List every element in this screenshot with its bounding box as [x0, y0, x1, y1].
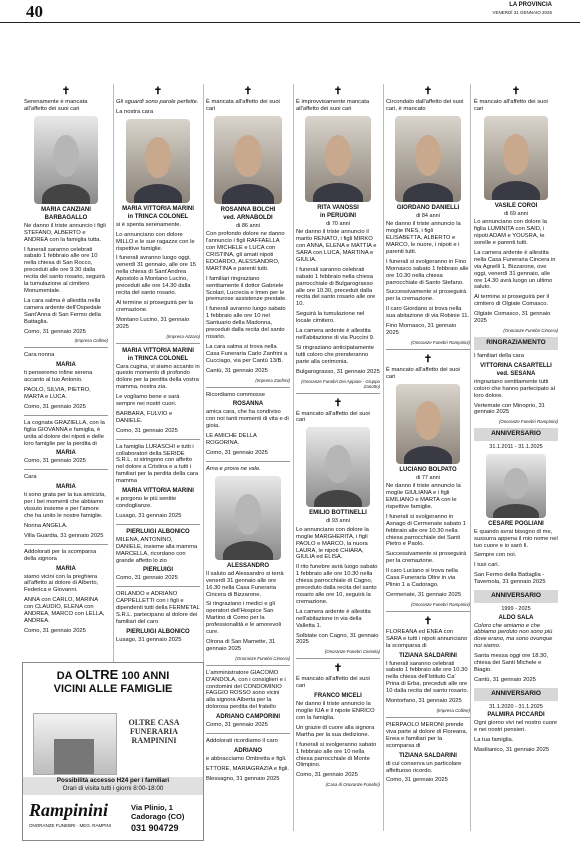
- cross-icon: ✝: [423, 86, 433, 97]
- cross-icon: ✝: [61, 86, 71, 97]
- deceased-name: ROSANNA: [232, 401, 264, 408]
- deceased-name: TIZIANA SALDARINI: [399, 652, 457, 659]
- funeral-home: (Onoranze Funebri Cincera): [503, 328, 558, 333]
- funeral-home: (Impresa Azzaro): [166, 333, 200, 339]
- obit-date: Blessagno, 31 gennaio 2025: [206, 775, 280, 782]
- column-2: [116, 84, 200, 647]
- page-number: 40: [26, 2, 43, 21]
- obit-text: Cara cugina, vi siamo accanto in questo momento di profondo dolore per la perdita della vostra mamma, nostra zia.: [116, 363, 200, 391]
- funeral-home: (Onoranze Funebri Cinisela): [324, 649, 380, 655]
- obit-text: Addolorati ricordiamo il caro: [206, 738, 278, 745]
- deceased-photo: [486, 454, 546, 518]
- column-5: [386, 84, 470, 787]
- deceased-name: ADRIANO: [234, 748, 262, 754]
- deceased-age: di 93 anni: [326, 518, 350, 525]
- obit-text: I funerali si svolgeranno in Fino Mornasco sabato 1 febbraio alle ore 10.30 nella chiesa parrocchiale di Santo Stefano.: [386, 258, 469, 286]
- deceased-name: VASILE COROI: [494, 202, 538, 209]
- ad-headline: DA OLTRE 100 ANNI: [56, 667, 170, 682]
- obit-text: Il saluto ad Alessandro si terrà venerdì 31 gennaio alle ore 16.30 nella Casa Funeraria Cincera di Bizzarone.: [206, 570, 284, 598]
- deceased-photo: [395, 116, 461, 202]
- obit-text: Ne danno il triste annuncio il marito RENATO, i figli MIRKO con ANNA, ELENA e MATTIA e SARA con LUCA, MARTINA e GIULIA.: [296, 229, 377, 263]
- obit-text: Il caro Giordano si trova nella sua abitazione di via Robinie 11.: [386, 306, 470, 320]
- obit-text: ANNA con CARLO, MARINA con CLAUDIO, ELENA con ANDREA, MARCO con LELLA, ANDREA.: [24, 597, 105, 624]
- deceased-surname: BARBAGALLO: [44, 214, 88, 221]
- obit-text: PAOLO, SILVIA, PIETRO, MARTA e LUCA.: [24, 387, 91, 401]
- deceased-name: PIERLUIGI: [142, 567, 173, 574]
- obit-text: La cognata GRAZIELLA, con la figlia GIOVANNA e famiglia, è unita al dolore dei nipoti e delle loro famiglie per la perdita di: [24, 419, 105, 447]
- obit-date: San Fermo della Battaglia - Tavernola, 31 gennaio 2025: [474, 572, 546, 586]
- obit-text: Ne danno il triste annuncio la moglie GIULIANA e i figli EMILIANO e MARTA con le rispettive famiglie.: [386, 483, 461, 510]
- oltre-logo: OLTRE CASA FUNERARIA RAMPININI: [128, 718, 180, 745]
- obit-quote: Ama e prova ne vale.: [206, 465, 261, 472]
- obit-text: La cara salma si trova nella Casa Funeraria Carlo Zanfrini a Cucciago, via per Cantù 13/B.: [206, 343, 288, 364]
- obit-date: Cermenate, 31 gennaio 2025: [386, 591, 462, 598]
- obit-quote: Gli sguardi sono parole perfette.: [116, 99, 199, 105]
- column-3: [206, 84, 290, 786]
- rampinini-logo: Rampinini: [29, 800, 109, 820]
- deceased-age: di 86 anni: [236, 222, 260, 229]
- deceased-name: MARIA: [56, 362, 76, 369]
- ad-address: Via Plinio, 1 Cadorago (CO): [131, 803, 185, 821]
- obit-date: Como, 31 gennaio 2025: [206, 722, 268, 729]
- obit-date: Olgiate Comasco, 31 gennaio 2025: [474, 311, 551, 325]
- obit-text: I familiari ringraziano sentitamente il dottor Gabriele Scolari, Lucrecia e Imen per le premurose assistenze prestate.: [206, 275, 287, 303]
- column-rule: [293, 84, 294, 831]
- obit-text: Un grazie di cuore alla signora Martha per la sua dedizione.: [296, 724, 375, 738]
- deceased-age: di 77 anni: [416, 474, 440, 481]
- obit-intro: Circondato dall'affetto dei suoi cari, è mancato: [386, 99, 464, 112]
- obit-text: BARBARA, FULVIO e DANIELE.: [116, 410, 173, 424]
- obit-intro: È improvvisamente mancata all'affetto dei suoi cari: [296, 99, 370, 112]
- deceased-name: CESARE POGLIANI: [488, 520, 544, 527]
- obit-date: Como, 31 gennaio 2025: [116, 575, 178, 582]
- obit-text: La camera ardente è allestita nella Casa Funeraria Cincera in via Agnelli 1, Bizzarone, ove oggi, venerdì 31 gennaio, alle ore 14.30 avrà luogo un ultimo saluto.: [474, 249, 556, 291]
- deceased-name: MARIA: [56, 565, 76, 572]
- obit-text: I familiari della cara: [474, 352, 524, 359]
- obit-text: ETTORE, MARIAGRAZIA e figli.: [206, 765, 289, 772]
- ad-phone: 031 904729: [131, 823, 179, 833]
- deceased-photo: [306, 427, 370, 507]
- deceased-photo: [396, 384, 460, 464]
- deceased-name: RITA VANOSSI: [317, 204, 359, 211]
- obit-date: Bulgarograsso, 31 gennaio 2025: [296, 368, 380, 375]
- obit-text: PIERPAOLO MERONI prende viva parte al dolore di Floreana, Enea e familiari per la scomparsa di: [386, 721, 468, 749]
- funeral-home: (Onoranze Funebri Dei Appiani - Gruppo Zanotto): [301, 378, 380, 389]
- obit-text: Lo annunciano con dolore la moglie MARGHERITA, i figli PAOLO e MARCO, la nuora LAURA, le nipoti CHIARA, GIULIA ed ELISA.: [296, 526, 369, 561]
- obit-text: I funerali avranno luogo oggi, venerdì 31 gennaio, alle ore 15 nella chiesa di Sant'Andrea Apostolo a Montano Lucino, preceduti alle ore 14.30 dalla recita del santo rosario.: [116, 255, 196, 296]
- deceased-name: MARIA VITTORIA MARINI: [122, 488, 194, 495]
- deceased-photo: [214, 116, 282, 204]
- obit-text: Lo annunciano con dolore la figlia LUMINITA con SAID, i nipoti ADAM e YOUSRA, le sorelle e parenti tutti.: [474, 219, 547, 247]
- obit-text: Ne danno il triste annuncio la moglie IUA e il nipote ENRICO con la famiglia.: [296, 701, 375, 721]
- obit-text: ORLANDO e ADRIANO CAPPELLETTI con i figli e dipendenti tutti della FERMETAL S.R.L. partecipano al dolore dei familiari del caro: [116, 591, 200, 625]
- funeral-home: (Onoranze Funebri Rampinini): [410, 339, 470, 345]
- obit-text: Santa messa oggi ore 18.30, chiesa dei Santi Michele e Biagio.: [474, 653, 549, 673]
- funeral-home: (Onoranze Funebri Cincera): [235, 655, 290, 661]
- obit-text: La camera ardente è allestita nell'abitazione di via Puccini 9.: [296, 328, 375, 341]
- deceased-married-name: ved. SESANA: [496, 370, 536, 377]
- obit-date: Villa Guardia, 31 gennaio 2025: [24, 532, 104, 539]
- cross-icon: ✝: [153, 86, 163, 97]
- newspaper-name: LA PROVINCIA: [509, 2, 552, 8]
- section-heading: RINGRAZIAMENTO: [474, 337, 558, 350]
- obit-text: I funerali saranno celebrati sabato 1 febbraio alle ore 10.30 nella chiesa dell'Istituto Ca' Prina di Erba, preceduti alle ore 10 dalla recita del santo rosario.: [386, 660, 469, 695]
- cross-icon: ✝: [333, 663, 343, 675]
- deceased-name: MARIA: [56, 484, 76, 491]
- obit-text: Addolorati per la scomparsa della signora: [24, 548, 97, 562]
- obit-date: Como, 31 gennaio 2025: [24, 458, 86, 465]
- deceased-married-name: in TRINCA COLONEL: [127, 213, 189, 220]
- ad-tagline: ONORANZE FUNEBRI · MEG. RAMPINI: [29, 823, 112, 828]
- deceased-name: MARIA CANZIANI: [41, 206, 91, 213]
- deceased-age: di 84 anni: [416, 212, 440, 219]
- obit-text: I funerali avranno luogo sabato 1 febbraio alle ore 10 nel Santuario della Madonna, preceduti dalla recita del santo rosario.: [206, 306, 286, 340]
- obit-text: Ne danno il triste annuncio la moglie INES, i figli ELISABETTA, ALBERTO e MARCO, le nuore, i nipoti e i parenti tutti.: [386, 221, 461, 255]
- obit-text: La camera ardente è allestita nell'abitazione in via della Valletta 1.: [296, 608, 371, 629]
- obit-text: La tua famiglia.: [474, 736, 514, 743]
- column-1: [24, 84, 108, 638]
- obit-text: e abbracciamo Ombretta e figli.: [206, 756, 287, 762]
- obit-text: Al termine si proseguirà per il cimitero di Olgiate Comasco.: [474, 294, 550, 308]
- obit-text: siamo vicini con la preghiera all'affetto ai dolore di Alberto, Federica e Giovanni.: [24, 573, 99, 594]
- anniversary-dates: 31.1.2020 - 31.1.2025: [489, 703, 543, 710]
- deceased-married-name: in PERUGINI: [319, 212, 356, 219]
- deceased-name: FRANCO MICELI: [314, 693, 362, 700]
- obit-text: Ogni giorno vivi nel nostro cuore e nei nostri pensieri.: [474, 720, 558, 734]
- ad-subheadline: VICINI ALLE FAMIGLIE: [53, 683, 173, 695]
- obit-text: MILENA, ANTONINO, DANIELE, insieme alla mamma MARCELLA, ricordano con grande affetto lo zio: [116, 536, 198, 564]
- section-heading: ANNIVERSARIO: [474, 428, 558, 441]
- deceased-photo: [215, 476, 281, 560]
- obit-text: Ricordiamo commosse: [206, 391, 265, 398]
- obit-text: I funerali saranno celebrati sabato 1 febbraio nella chiesa parrocchiale di Bulgarograsso alle ore 10.30, preceduti dalla recita del santo rosario alle ore 10.: [296, 266, 376, 308]
- obit-intro: È mancato all'affetto dei suoi cari: [296, 676, 370, 690]
- obit-text: L'amministratore GIACOMO D'ANDOLA, con i consiglieri e i condomini del CONDOMINIO FAGGIO ROSSO sono vicini alla signora Alberta per la dolorosa perdita del fratello: [206, 669, 286, 711]
- deceased-name: EMILIO BOTTINELLI: [309, 510, 367, 517]
- obit-text: I tuoi cari.: [474, 562, 500, 569]
- obit-text: ti sono grata per la tua amicizia, per i bei momenti che abbiamo vissuto insieme e per l'amore che ha unito le nostre famiglie.: [24, 492, 106, 519]
- obit-text: Il rito funebre avrà luogo sabato 1 febbraio alle ore 10.30 nella chiesa parrocchiale di Cagno, preceduto dalla recita del santo rosario alle ore 10, seguirà la cremazione.: [296, 564, 378, 605]
- cross-icon: ✝: [333, 397, 343, 409]
- deceased-age: di 69 anni: [504, 210, 528, 217]
- deceased-name: ADRIANO CAMPORINI: [216, 714, 280, 721]
- deceased-age: di 70 anni: [326, 220, 350, 227]
- column-4: [296, 84, 380, 790]
- obit-date: Lusago, 31 gennaio 2025: [116, 512, 182, 519]
- funeral-home: (Onoranze Funebri Rampinini): [498, 419, 558, 425]
- obit-date: Como, 31 gennaio 2025: [296, 772, 358, 779]
- deceased-married-name: ved. ARNABOLDI: [223, 214, 273, 221]
- obit-text: La cara salma è allestita nella camera ardente dell'Ospedale Sant'Anna di San Fermo della Battaglia.: [24, 297, 102, 325]
- deceased-name: MARIA: [56, 450, 76, 457]
- deceased-name: ALDO SALA: [498, 614, 534, 621]
- obit-text: La famiglia LURASCHI e tutti i collaboratori della SERIDE S.R.L. si stringono con affetto nel dolore a Cristina e a tutti i familiari per la perdita della cara mamma: [116, 443, 199, 485]
- obit-text: Seguirà la tumulazione nel locale cimitero.: [296, 311, 365, 325]
- obit-date: Masliianico, 31 gennaio 2025: [474, 746, 550, 753]
- funeral-home: (Impresa Colline): [74, 338, 108, 344]
- obit-text: Con profondo dolore ne danno l'annuncio i figli RAFFAELLA con MICHELE e LUCA con CRISTINA, gli amati nipoti EDOARDO, ALESSANDRO, MARTINA e parenti tutti.: [206, 231, 285, 272]
- deceased-name: LUCIANO BOLPATO: [399, 466, 457, 473]
- funeral-home: (Impresa Colline): [436, 707, 470, 713]
- obit-intro: È mancato all'affetto dei suoi cari: [474, 99, 548, 112]
- deceased-name: MARIA VITTORIA MARINI: [122, 205, 194, 212]
- obit-text: Al termine si proseguirà per la cremazione.: [116, 299, 194, 313]
- obit-text: Cara nonna: [24, 352, 55, 359]
- deceased-name: PIERLUIGI ALBONICO: [126, 628, 190, 635]
- obit-intro: Serenamente è mancata all'affetto dei suoi cari: [24, 99, 88, 112]
- obit-text: Successivamente si proseguirà per la cremazione.: [386, 289, 467, 303]
- deceased-name: PALMIRA PICCARDI: [487, 712, 545, 719]
- obit-text: I funerali si svolgeranno sabato 1 febbraio alle ore 10 nella chiesa parrocchiale di Monte Olimpino.: [296, 741, 377, 769]
- obit-date: Como, 31 gennaio 2025: [386, 777, 448, 784]
- obit-text: Il caro Luciano si trova nella Casa Funeraria Oltre in via Plinio 1 a Cadorago.: [386, 568, 458, 588]
- cross-icon: ✝: [511, 86, 521, 97]
- funeral-home: (Casa di Onoranze Funebri): [325, 782, 380, 788]
- column-rule: [470, 84, 471, 831]
- obit-text: I funerali saranno celebrati sabato 1 febbraio alle ore 10 nella chiesa di San Rocco, preceduti alle ore 9.30 dalla recita del santo rosario, seguirà la tumulazione al cimitero Monumentale.: [24, 246, 105, 294]
- obit-date: Fino Mornasco, 31 gennaio 2025: [386, 323, 457, 336]
- obit-date: Lusago, 31 gennaio 2025: [116, 636, 182, 643]
- obit-date: Cantù, 31 gennaio 2025: [206, 367, 268, 374]
- funeral-home: (Onoranze Funebri Rampinini): [410, 601, 470, 607]
- obit-intro: È mancato all'affetto dei suoi cari: [386, 366, 460, 380]
- obit-date: Como, 31 gennaio 2025: [206, 449, 268, 456]
- cross-icon: ✝: [243, 86, 253, 97]
- deceased-name: GIORDANO DANIELLI: [396, 204, 460, 211]
- obit-text: E quando avrai bisogno di me, sussurra appena il mio nome nel tuo cuore e io sarò lì.: [474, 528, 558, 549]
- cross-icon: ✝: [423, 615, 433, 627]
- obit-text: si è spenta serenamente.: [116, 221, 182, 228]
- issue-date: VENERDÌ 31 GENNAIO 2025: [492, 10, 552, 15]
- deceased-name: TIZIANA SALDARINI: [399, 752, 457, 759]
- deceased-married-name: in TRINCA COLONEL: [127, 355, 189, 362]
- deceased-photo: [484, 116, 548, 200]
- obit-text: Si ringraziano anticipatamente tutti coloro che prenderanno parte alla cerimonia.: [296, 344, 374, 365]
- obit-text: Successivamente si proseguirà per la cremazione.: [386, 551, 467, 565]
- obit-text: Si ringraziano i medici e gli operatori dell'Hospice San Martino di Como per la professionalità e le amorevoli cure.: [206, 601, 282, 636]
- deceased-name: ROSANNA BOLCHI: [220, 206, 276, 213]
- funeral-home: (Impresa Zanfrini): [255, 377, 290, 383]
- obit-text: e porgono le più sentite condoglianze.: [116, 496, 177, 509]
- obit-text: Lo annunciano con dolore MILLO e le sue ragazze con le rispettive famiglie.: [116, 231, 195, 252]
- obit-quote: Coloro che amiamo e che abbiamo perduto non sono più dove erano, ma sono ovunque noi siamo.: [474, 622, 553, 650]
- obit-intro: La nostra cara: [116, 108, 154, 115]
- obit-text: ringraziano sentitamente tutti coloro che hanno partecipato al loro dolore.: [474, 378, 555, 399]
- funeral-home-advertisement: [22, 662, 204, 841]
- deceased-photo: [34, 116, 98, 204]
- obit-date: Solbiate con Cagno, 31 gennaio 2025: [296, 632, 379, 646]
- obit-date: Olrona di San Mamette, 31 gennaio 2025: [206, 638, 276, 652]
- deceased-name: MARIA VITTORIA MARINI: [122, 347, 194, 354]
- obit-date: Como, 31 gennaio 2025: [24, 403, 86, 410]
- section-heading: ANNIVERSARIO: [474, 688, 558, 701]
- obit-text: LE AMICHE DELLA ROGORINA.: [206, 433, 257, 447]
- anniversary-dates: 31.1.2011 - 31.1.2025: [489, 444, 543, 451]
- deceased-name: ALESSANDRO: [226, 562, 269, 569]
- cross-icon: ✝: [423, 353, 433, 365]
- obit-date: Como, 31 gennaio 2025: [116, 427, 178, 434]
- obit-text: Le vogliamo bene e sarà sempre nei nostri cuori.: [116, 394, 180, 408]
- obit-date: Vertemate con Minoprio, 31 gennaio 2025: [474, 402, 545, 416]
- obit-date: Como, 31 gennaio 2025: [24, 627, 86, 634]
- obit-text: Sempre con noi.: [474, 552, 517, 559]
- obit-text: Nonna ANGELA.: [24, 522, 68, 529]
- obit-date: Como, 31 gennaio 2025: [24, 328, 86, 335]
- ad-hours-bar: Possibilità accesso H24 per i familiari Orari di visita tutti i giorni 8:00-18:00: [23, 777, 203, 795]
- obit-text: amica cara, che ha condiviso con noi tanti momenti di vita e di gioia.: [206, 409, 289, 430]
- obit-date: Cantù, 31 gennaio 2025: [474, 676, 536, 683]
- obit-text: ti penseremo infine serena accanto al tuo Antonio.: [24, 370, 93, 384]
- obit-date: Montano Lucino, 31 gennaio 2025: [116, 316, 190, 330]
- obit-text: I funerali si svolgeranno in Asnago di Cermenate sabato 1 febbraio alle ore 10.30 nella chiesa parrocchiale dei Santi Pietro e Paolo.: [386, 513, 466, 548]
- obit-text: FLOREANA ed ENEA con SARA e tutti i nipoti annunciano la scomparsa di: [386, 628, 468, 649]
- obit-text: Cara: [24, 474, 37, 481]
- page-header: [0, 0, 580, 23]
- deceased-photo: [305, 116, 371, 202]
- cross-icon: ✝: [333, 86, 343, 97]
- obit-text: Ne danno il triste annuncio i figli STEFANO, ALBERTO e ANDREA con la famiglia tutta.: [24, 222, 106, 243]
- column-6: [474, 84, 558, 757]
- obit-intro: È mancato all'affetto dei suoi cari: [296, 410, 370, 424]
- anniversary-dates: 1999 - 2025: [501, 606, 531, 612]
- deceased-photo: [126, 119, 190, 203]
- obit-text: di cui conserva un particolare affettuoso ricordo.: [386, 760, 462, 774]
- building-image: [33, 713, 117, 775]
- column-rule: [383, 84, 384, 831]
- section-heading: ANNIVERSARIO: [474, 590, 558, 603]
- obit-date: Montorfano, 31 gennaio 2025: [386, 698, 462, 705]
- deceased-name: PIERLUIGI ALBONICO: [126, 528, 190, 535]
- obit-intro: È mancata all'affetto dei suoi cari: [206, 99, 280, 112]
- deceased-name: VITTORINA CASARTELLI: [480, 362, 552, 369]
